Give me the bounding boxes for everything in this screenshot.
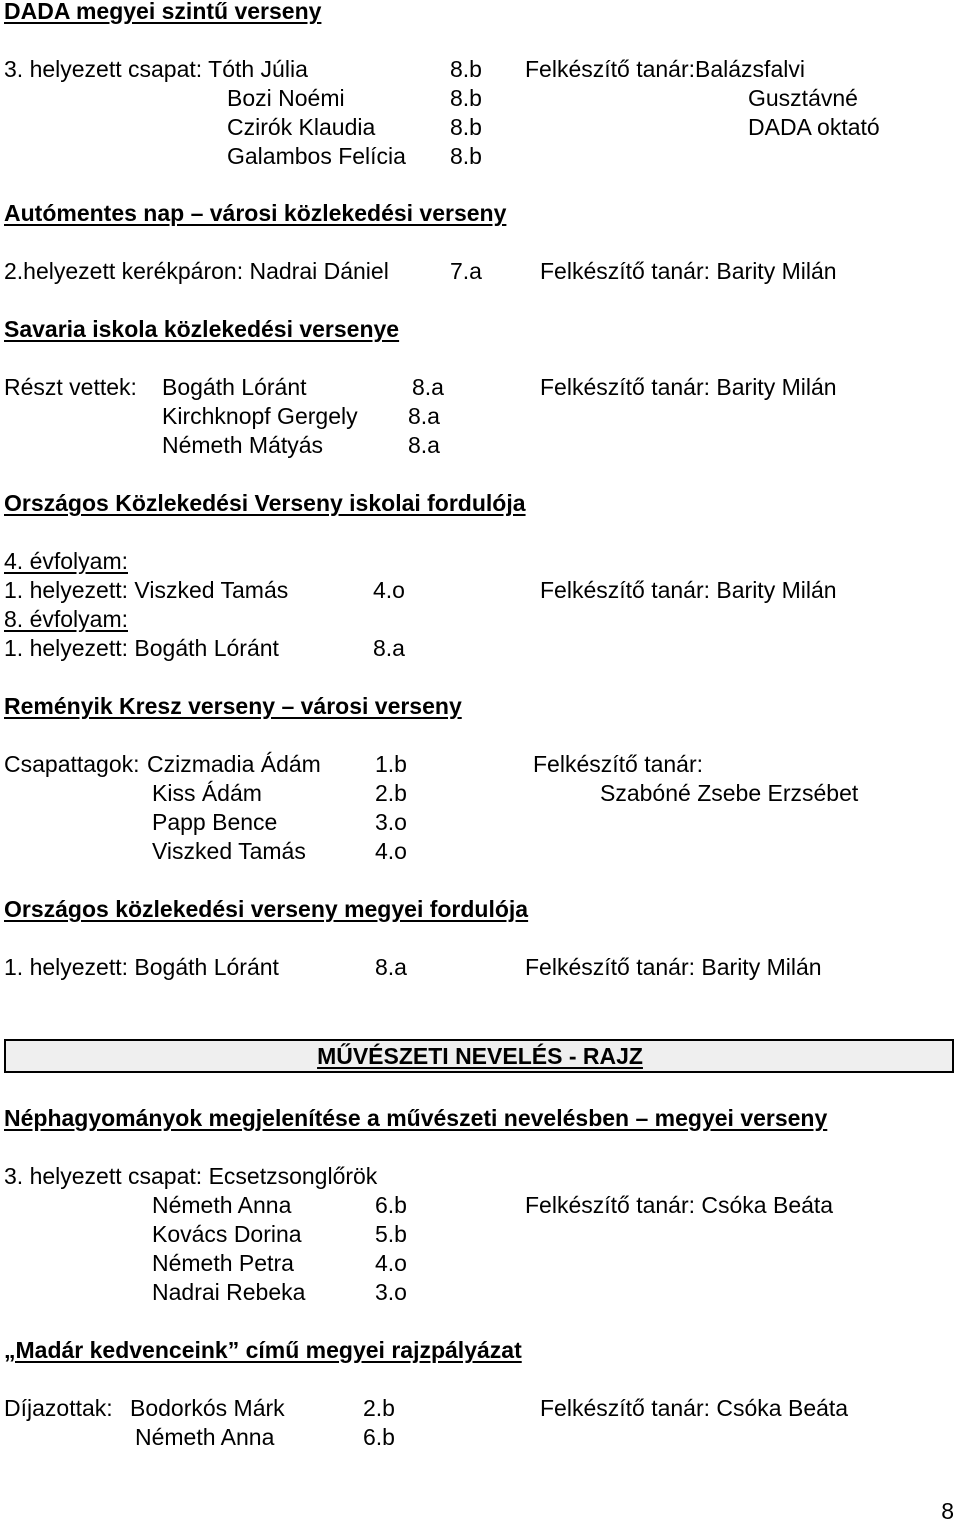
automentes-grade: 7.a — [450, 258, 482, 284]
section-title-remenyik: Reményik Kresz verseny – városi verseny — [4, 693, 462, 719]
nephagyomanyok-teacher: Felkészítő tanár: Csóka Beáta — [525, 1192, 834, 1218]
year-4-label: 4. évfolyam: — [4, 548, 128, 574]
remenyik-label: Csapattagok: — [4, 751, 140, 777]
page-number: 8 — [941, 1498, 954, 1524]
savaria-member-name: Kirchknopf Gergely — [162, 403, 358, 429]
section-title-savaria: Savaria iskola közlekedési versenye — [4, 316, 400, 342]
dada-member-grade: 8.b — [450, 85, 482, 111]
section-title-orszagos-iskolai: Országos Közlekedési Verseny iskolai fordulója — [4, 490, 526, 516]
remenyik-member-grade: 3.o — [375, 809, 407, 835]
dada-team-lead: 3. helyezett csapat: Tóth Júlia — [4, 56, 308, 82]
madar-teacher: Felkészítő tanár: Csóka Beáta — [540, 1395, 849, 1421]
madar-member-grade: 2.b — [363, 1395, 395, 1421]
automentes-result: 2.helyezett kerékpáron: Nadrai Dániel — [4, 258, 389, 284]
madar-member-name: Bodorkós Márk — [130, 1395, 285, 1421]
automentes-teacher: Felkészítő tanár: Barity Milán — [540, 258, 837, 284]
savaria-member-grade: 8.a — [408, 432, 440, 458]
dada-teacher: Felkészítő tanár:Balázsfalvi — [525, 56, 805, 82]
section-title-nephagyomanyok: Néphagyományok megjelenítése a művészeti nevelésben – megyei verseny — [4, 1105, 828, 1131]
nephagyomanyok-member-name: Németh Anna — [152, 1192, 292, 1218]
nephagyomanyok-member-grade: 4.o — [375, 1250, 407, 1276]
section-header-title: MŰVÉSZETI NEVELÉS - RAJZ — [317, 1043, 643, 1069]
remenyik-teacher-label: Felkészítő tanár: — [533, 751, 704, 777]
remenyik-member-name: Viszked Tamás — [152, 838, 306, 864]
madar-label: Díjazottak: — [4, 1395, 113, 1421]
nephagyomanyok-member-name: Kovács Dorina — [152, 1221, 302, 1247]
section-title-dada: DADA megyei szintű verseny — [4, 0, 322, 24]
dada-teacher-role: DADA oktató — [748, 114, 880, 140]
dada-member-name: Galambos Felícia — [227, 143, 406, 169]
year-4-result: 1. helyezett: Viszked Tamás — [4, 577, 289, 603]
savaria-teacher: Felkészítő tanár: Barity Milán — [540, 374, 837, 400]
savaria-member-grade: 8.a — [408, 403, 440, 429]
year-8-grade: 8.a — [373, 635, 405, 661]
remenyik-member-grade: 2.b — [375, 780, 407, 806]
remenyik-member-name: Papp Bence — [152, 809, 278, 835]
nephagyomanyok-member-grade: 6.b — [375, 1192, 407, 1218]
section-title-madar: „Madár kedvenceink” című megyei rajzpályázat — [4, 1337, 522, 1363]
nephagyomanyok-member-name: Németh Petra — [152, 1250, 294, 1276]
remenyik-member-name: Czizmadia Ádám — [147, 751, 321, 777]
savaria-member-name: Bogáth Lóránt — [162, 374, 307, 400]
section-title-automentes: Autómentes nap – városi közlekedési verseny — [4, 200, 507, 226]
orszagos-megyei-grade: 8.a — [375, 954, 407, 980]
nephagyomanyok-member-name: Nadrai Rebeka — [152, 1279, 306, 1305]
dada-member-grade: 8.b — [450, 114, 482, 140]
remenyik-member-grade: 4.o — [375, 838, 407, 864]
remenyik-member-grade: 1.b — [375, 751, 407, 777]
dada-teacher-cont: Gusztávné — [748, 85, 858, 111]
dada-grade: 8.b — [450, 56, 482, 82]
nephagyomanyok-team-lead: 3. helyezett csapat: Ecsetzsonglőrök — [4, 1163, 378, 1189]
nephagyomanyok-member-grade: 3.o — [375, 1279, 407, 1305]
madar-member-grade: 6.b — [363, 1424, 395, 1450]
orszagos-megyei-result: 1. helyezett: Bogáth Lóránt — [4, 954, 279, 980]
madar-member-name: Németh Anna — [135, 1424, 275, 1450]
remenyik-member-name: Kiss Ádám — [152, 780, 262, 806]
savaria-member-name: Németh Mátyás — [162, 432, 324, 458]
remenyik-teacher-name: Szabóné Zsebe Erzsébet — [600, 780, 859, 806]
year-8-result: 1. helyezett: Bogáth Lóránt — [4, 635, 279, 661]
orszagos-megyei-teacher: Felkészítő tanár: Barity Milán — [525, 954, 822, 980]
year-8-label: 8. évfolyam: — [4, 606, 128, 632]
year-4-grade: 4.o — [373, 577, 405, 603]
dada-member-grade: 8.b — [450, 143, 482, 169]
dada-member-name: Bozi Noémi — [227, 85, 345, 111]
savaria-label: Részt vettek: — [4, 374, 137, 400]
nephagyomanyok-member-grade: 5.b — [375, 1221, 407, 1247]
dada-member-name: Czirók Klaudia — [227, 114, 376, 140]
year-4-teacher: Felkészítő tanár: Barity Milán — [540, 577, 837, 603]
section-title-orszagos-megyei: Országos közlekedési verseny megyei fordulója — [4, 896, 529, 922]
savaria-member-grade: 8.a — [412, 374, 444, 400]
